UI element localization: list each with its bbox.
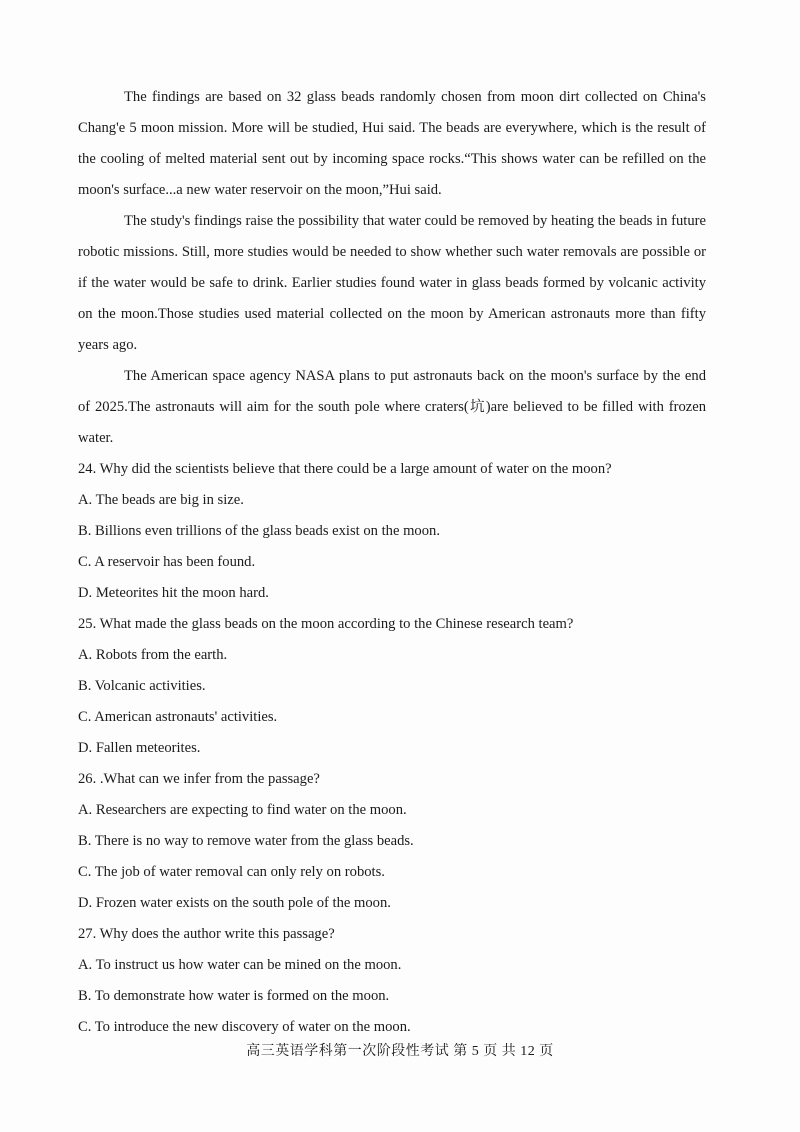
question-27	[78, 919, 706, 1043]
option-c: C. The job of water removal can only rely on robots.	[78, 864, 385, 880]
option-c: C. A reservoir has been found.	[78, 554, 256, 570]
question-stem: 26. .What can we infer from the passage?	[78, 771, 320, 787]
page-content	[78, 82, 706, 1043]
question-26	[78, 764, 706, 919]
option-b: B. To demonstrate how water is formed on the moon.	[78, 988, 390, 1004]
passage-paragraph-1: The findings are based on 32 glass beads randomly chosen from moon dirt collected on China's Chang'e 5 moon mission. More will be studied, Hui said. The beads are everywhere, which is the result of the cooling of melted material sent out by incoming space rocks.“This shows water can be refilled on the moon's surface...a new water reservoir on the moon,”Hui said.	[78, 89, 706, 198]
question-stem: 25. What made the glass beads on the moon according to the Chinese research team?	[78, 616, 574, 632]
option-b: B. Volcanic activities.	[78, 678, 206, 694]
option-a: A. To instruct us how water can be mined on the moon.	[78, 957, 402, 973]
page-footer: 高三英语学科第一次阶段性考试 第 5 页 共 12 页	[246, 1044, 554, 1059]
question-stem: 24. Why did the scientists believe that there could be a large amount of water on the moon?	[78, 461, 612, 477]
option-b: B. Billions even trillions of the glass beads exist on the moon.	[78, 523, 440, 539]
question-stem: 27. Why does the author write this passage?	[78, 926, 335, 942]
option-c: C. American astronauts' activities.	[78, 709, 278, 725]
option-d: D. Fallen meteorites.	[78, 740, 201, 756]
option-c: C. To introduce the new discovery of water on the moon.	[78, 1019, 411, 1035]
option-a: A. The beads are big in size.	[78, 492, 244, 508]
question-25	[78, 609, 706, 764]
passage-paragraph-2: The study's findings raise the possibility that water could be removed by heating the beads in future robotic missions. Still, more studies would be needed to show whether such water removals are possible or if the water would be safe to drink. Earlier studies found water in glass beads formed by volcanic activity on the moon.Those studies used material collected on the moon by American astronauts more than fifty years ago.	[78, 213, 706, 353]
option-d: D. Frozen water exists on the south pole of the moon.	[78, 895, 391, 911]
option-a: A. Robots from the earth.	[78, 647, 228, 663]
passage-paragraph-3: The American space agency NASA plans to put astronauts back on the moon's surface by the end of 2025.The astronauts will aim for the south pole where craters(坑)are believed to be filled with frozen water.	[78, 368, 706, 446]
option-d: D. Meteorites hit the moon hard.	[78, 585, 269, 601]
option-b: B. There is no way to remove water from the glass beads.	[78, 833, 414, 849]
question-24	[78, 454, 706, 609]
option-a: A. Researchers are expecting to find water on the moon.	[78, 802, 407, 818]
